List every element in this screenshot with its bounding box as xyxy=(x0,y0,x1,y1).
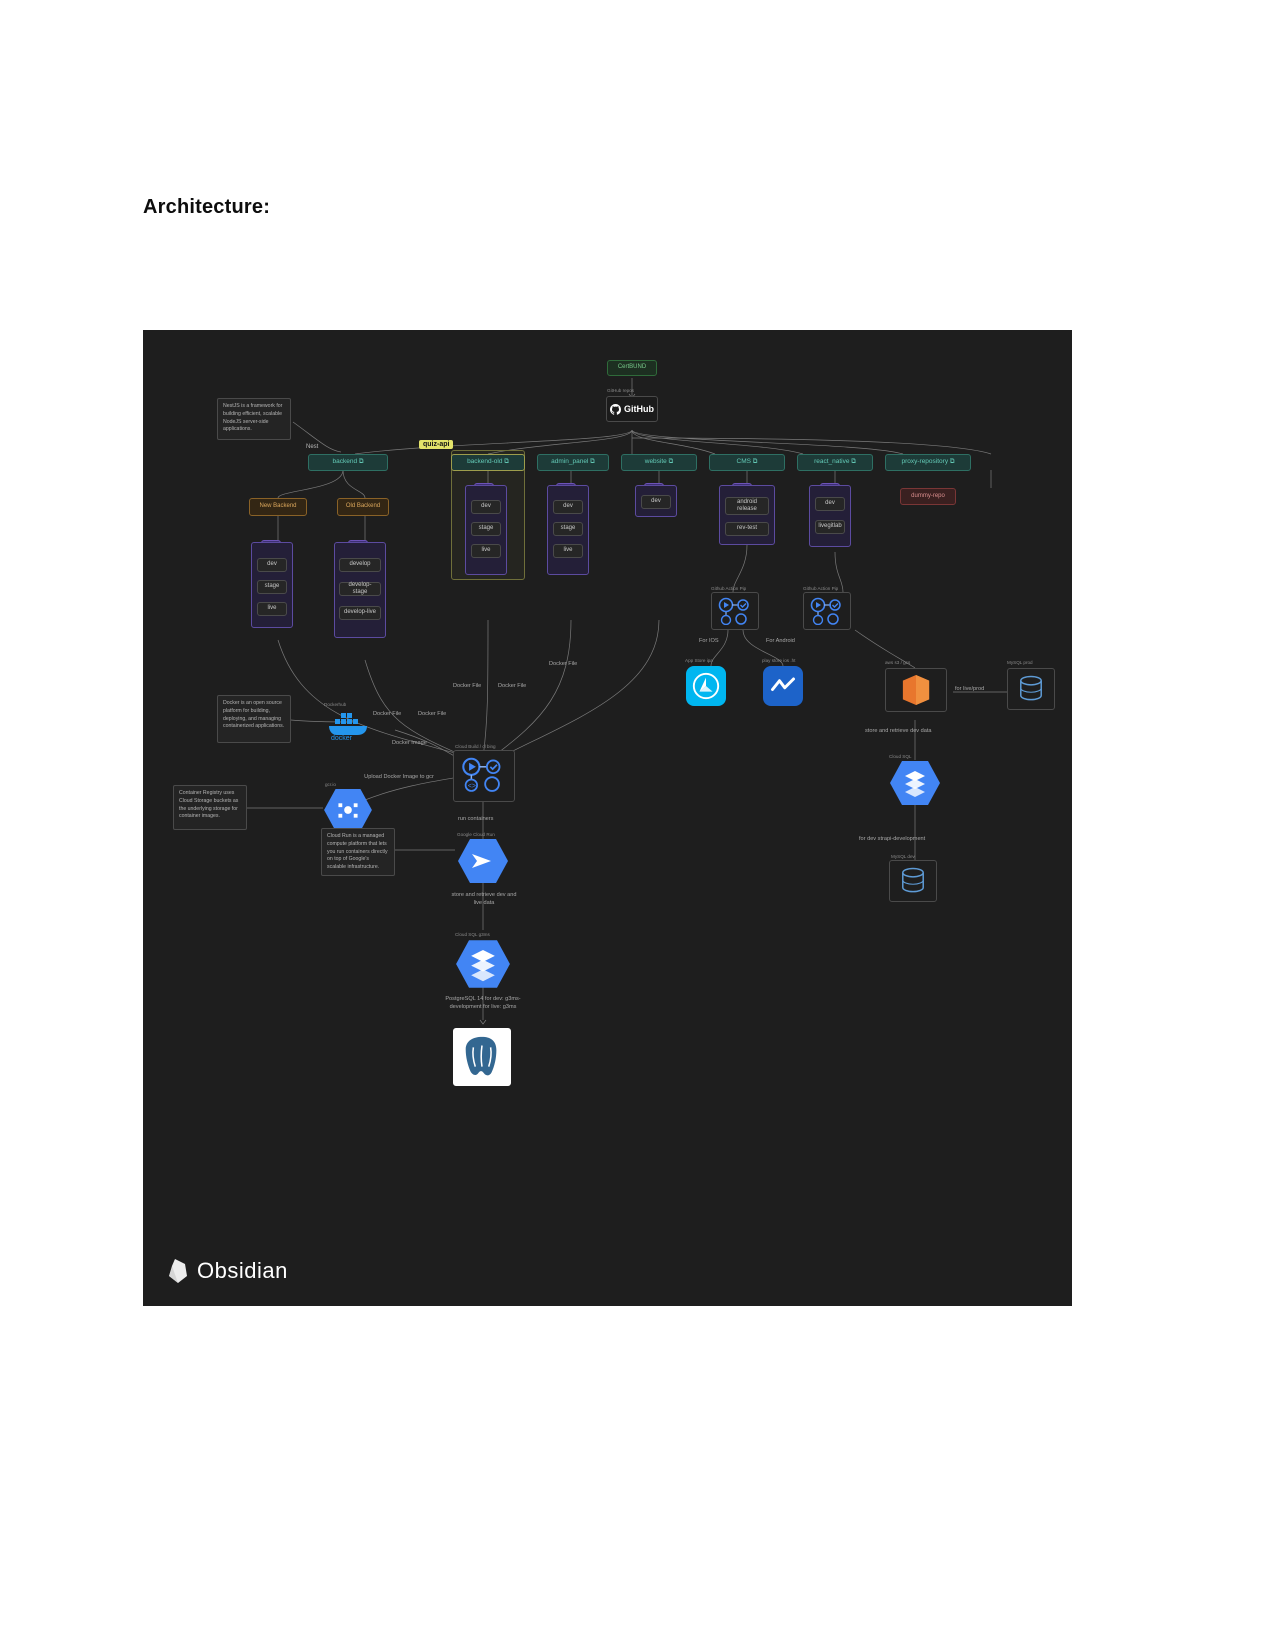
envbox-react-native xyxy=(809,485,851,547)
node-dummy-repo[interactable] xyxy=(900,488,956,505)
nest-label: Nest xyxy=(306,444,319,450)
node-dummy-repo-label: dummy-repo xyxy=(911,492,945,499)
node-certbund[interactable] xyxy=(607,360,657,376)
branch-backend-old-stage[interactable] xyxy=(471,522,501,536)
branch-cms-android-release[interactable] xyxy=(725,497,769,515)
note-container-registry xyxy=(173,785,247,830)
cloud-run-icon xyxy=(457,838,509,884)
page-title: Architecture: xyxy=(143,196,271,218)
docker-icon xyxy=(325,709,377,741)
obsidian-watermark xyxy=(167,1258,288,1284)
cloud-build-icon xyxy=(809,597,845,625)
caption-cloud-build-android: Github Action Pip xyxy=(803,586,839,591)
cloud-sql-icon xyxy=(455,938,511,990)
repo-backend-old-label: backend-old ⧉ xyxy=(467,458,509,466)
repo-backend[interactable] xyxy=(308,454,388,471)
container-registry-icon xyxy=(323,788,373,832)
group-quiz-api-label: quiz-api xyxy=(419,440,453,449)
branch-label: livegitlab xyxy=(818,523,842,530)
branch-label: rev-test xyxy=(736,525,757,532)
obsidian-watermark-label: Obsidian xyxy=(197,1258,288,1283)
node-mysql-prod[interactable] xyxy=(1007,668,1055,710)
branch-old-backend-develop-stage[interactable] xyxy=(339,582,381,596)
caption-mysql-prod: MySQL prod xyxy=(1007,660,1033,665)
branch-backend-old-dev[interactable] xyxy=(471,500,501,514)
testflight-icon xyxy=(691,671,721,701)
branch-label: stage xyxy=(264,583,280,590)
node-cloud-build-android[interactable] xyxy=(803,592,851,630)
cloud-build-icon xyxy=(461,757,507,795)
branch-react-native-dev[interactable] xyxy=(815,497,845,511)
node-cloud-run[interactable] xyxy=(455,838,511,884)
branch-old-backend-develop[interactable] xyxy=(339,558,381,572)
branch-label: stage xyxy=(478,525,494,532)
edge-label-store-retrieve-dev-live-text: store and retrieve dev and live data xyxy=(451,892,517,906)
cloud-sql-icon xyxy=(889,760,941,806)
repo-website-label: website ⧉ xyxy=(644,458,674,466)
postgresql-icon xyxy=(459,1034,505,1080)
branch-new-backend-dev[interactable] xyxy=(257,558,287,572)
node-github-label: GitHub xyxy=(624,404,654,414)
repo-admin-panel[interactable] xyxy=(537,454,609,471)
node-old-backend[interactable] xyxy=(337,498,389,516)
caption-mysql-dev: MySQL dev xyxy=(891,854,915,859)
branch-cms-rev-test[interactable] xyxy=(725,522,769,536)
node-aws-s3[interactable] xyxy=(885,668,947,712)
note-cloud-run xyxy=(321,828,395,876)
edge-label-postgres-text: PostgreSQL 14 for dev: g3ms-development for live: g3ms xyxy=(445,996,521,1010)
caption-dockerhub: Dockerhub xyxy=(324,702,347,707)
repo-admin-panel-label: admin_panel ⧉ xyxy=(551,458,595,466)
node-cloud-build-ios[interactable] xyxy=(711,592,759,630)
node-mysql-dev[interactable] xyxy=(889,860,937,902)
repo-cms[interactable] xyxy=(709,454,785,471)
edge-label-store-retrieve-dev: store and retrieve dev data xyxy=(865,728,932,734)
note-cloud-run-text: Cloud Run is a managed compute platform that lets you run containers directly on top of Google's scalable infrastructure. xyxy=(327,833,388,871)
edge-label-docker-file-5: Docker File xyxy=(418,711,447,717)
node-play-store[interactable] xyxy=(763,666,803,706)
branch-label: dev xyxy=(563,503,573,510)
edge-label-run-containers: run containers xyxy=(458,816,494,822)
node-github[interactable] xyxy=(606,396,658,422)
envbox-cms xyxy=(719,485,775,545)
branch-admin-panel-dev[interactable] xyxy=(553,500,583,514)
caption-app-store: App Store ipa xyxy=(685,658,713,663)
branch-label: android release xyxy=(736,498,757,512)
branch-label: dev xyxy=(651,498,661,505)
branch-react-native-livegitlab[interactable] xyxy=(815,520,845,534)
branch-label: live xyxy=(481,547,491,554)
svg-text:<>: <> xyxy=(467,783,476,791)
database-icon xyxy=(900,867,926,895)
branch-website-dev[interactable] xyxy=(641,495,671,509)
branch-label: live xyxy=(563,547,573,554)
node-dockerhub[interactable] xyxy=(323,708,379,742)
caption-cloud-build-main: Cloud Build / cl bing xyxy=(455,744,496,749)
node-new-backend-label: New Backend xyxy=(259,503,297,510)
repo-react-native[interactable] xyxy=(797,454,873,471)
node-certbund-label: CertBUND xyxy=(617,364,647,371)
node-new-backend[interactable] xyxy=(249,498,307,516)
edge-label-postgres xyxy=(438,996,528,1012)
branch-label: develop-stage xyxy=(348,581,372,595)
caption-cloud-sql: Cloud SQL g3ms xyxy=(455,932,490,937)
note-docker xyxy=(217,695,291,743)
note-nestjs-text: NestJS is a framework for building efficient, scalable NodeJS server-side applications. xyxy=(223,403,283,433)
edge-label-upload-docker-image xyxy=(361,774,437,782)
branch-new-backend-stage[interactable] xyxy=(257,580,287,594)
branch-backend-old-live[interactable] xyxy=(471,544,501,558)
edge-label-upload-docker-image-text: Upload Docker Image to gcr xyxy=(364,774,434,780)
architecture-diagram-canvas[interactable] xyxy=(143,330,1072,1306)
node-app-store[interactable] xyxy=(686,666,726,706)
note-docker-text: Docker is an open source platform for building, deploying, and managing containerized applications. xyxy=(223,700,285,730)
repo-proxy-repository[interactable] xyxy=(885,454,971,471)
branch-label: stage xyxy=(560,525,576,532)
edge-label-for-live-prod: for live/prod xyxy=(955,686,985,692)
branch-label: develop-live xyxy=(343,609,377,616)
branch-old-backend-develop-live[interactable] xyxy=(339,606,381,620)
repo-backend-old[interactable] xyxy=(451,454,525,471)
edge-label-docker-file-1: Docker File xyxy=(453,683,482,689)
caption-play-store: play store ios .ht xyxy=(762,658,796,663)
edge-label-for-android: For Android xyxy=(766,638,795,644)
branch-label: develop xyxy=(349,561,371,568)
edge-label-docker-image: Docker Image xyxy=(392,740,427,746)
caption-aws-s3: aws s3 / gcs xyxy=(885,660,911,665)
edge-label-docker-file-3: Docker File xyxy=(549,661,578,667)
branch-label: dev xyxy=(481,503,491,510)
obsidian-logo-icon xyxy=(167,1258,189,1284)
repo-backend-label: backend ⧉ xyxy=(332,458,364,466)
note-nestjs xyxy=(217,398,291,440)
note-container-registry-text: Container Registry uses Cloud Storage buckets as the underlying storage for container images. xyxy=(179,790,239,820)
branch-label: dev xyxy=(825,500,835,507)
edge-label-store-retrieve-dev-live xyxy=(449,892,519,907)
cloud-build-icon xyxy=(717,597,753,625)
caption-cloud-sql-strapi: Cloud SQL xyxy=(889,754,912,759)
branch-admin-panel-stage[interactable] xyxy=(553,522,583,536)
repo-proxy-repository-label: proxy-repository ⧉ xyxy=(901,458,955,466)
node-cloud-sql[interactable] xyxy=(453,938,513,990)
branch-label: live xyxy=(267,605,277,612)
node-cloud-sql-strapi[interactable] xyxy=(887,760,943,806)
branch-label: dev xyxy=(267,561,277,568)
branch-admin-panel-live[interactable] xyxy=(553,544,583,558)
database-icon xyxy=(1018,675,1044,703)
edge-label-for-dev-strapi: for dev strapi-development xyxy=(859,836,926,842)
svg-text:docker: docker xyxy=(331,735,353,741)
edge-label-for-ios: For IOS xyxy=(699,638,719,644)
branch-new-backend-live[interactable] xyxy=(257,602,287,616)
diagram-edges xyxy=(143,330,1072,1306)
caption-cloud-build-ios: Github Action Pip xyxy=(711,586,747,591)
repo-website[interactable] xyxy=(621,454,697,471)
caption-cloud-run: Google Cloud Run xyxy=(457,832,495,837)
caption-gcr: gcr.io xyxy=(325,782,336,787)
node-cloud-build-main[interactable] xyxy=(453,750,515,802)
repo-cms-label: CMS ⧉ xyxy=(736,458,758,466)
node-gcr[interactable] xyxy=(321,788,375,832)
node-old-backend-label: Old Backend xyxy=(345,503,381,510)
github-repos-caption: GitHub repos xyxy=(607,388,635,393)
github-icon xyxy=(610,404,621,415)
aws-s3-icon xyxy=(901,674,931,706)
node-postgresql[interactable] xyxy=(453,1028,511,1086)
edge-label-docker-file-4: Docker File xyxy=(373,711,402,717)
repo-react-native-label: react_native ⧉ xyxy=(814,458,856,466)
app-center-icon xyxy=(769,672,797,700)
edge-label-docker-file-2: Docker File xyxy=(498,683,527,689)
